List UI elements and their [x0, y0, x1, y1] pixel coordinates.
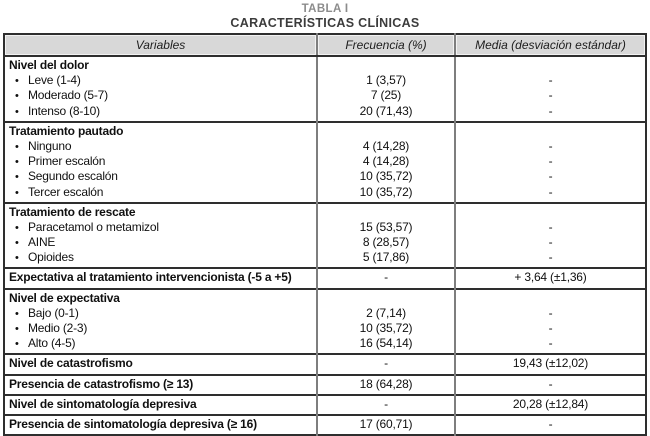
item-line	[9, 154, 314, 169]
frequency-cell	[317, 395, 455, 415]
media-value: 19,43 (±12,02)	[512, 356, 589, 371]
item-line	[9, 88, 314, 103]
media-cell	[455, 395, 646, 415]
table-row-single	[4, 354, 646, 374]
item-label: AINE	[28, 235, 56, 250]
row-label: Presencia de catastrofismo (≥ 13)	[9, 376, 194, 391]
variable-cell	[4, 56, 317, 122]
item-label: Paracetamol o metamizol	[28, 219, 159, 234]
frequency-cell	[317, 56, 455, 122]
table-row-single	[4, 268, 646, 288]
media-value: -	[548, 376, 553, 391]
frequency-cell	[317, 122, 455, 203]
media-value: -	[548, 416, 553, 431]
item-label: Bajo (0-1)	[28, 305, 79, 320]
row-label: Expectativa al tratamiento intervencionista (-5 a +5)	[9, 270, 292, 285]
table-row-single	[4, 375, 646, 395]
item-label: Alto (4-5)	[28, 336, 76, 351]
media-value: -	[548, 169, 553, 184]
item-line	[9, 169, 314, 184]
bullet-icon: •	[15, 105, 19, 118]
media-cell	[455, 203, 646, 269]
item-line	[9, 321, 314, 336]
bullet-icon: •	[15, 90, 19, 103]
variable-cell	[4, 122, 317, 203]
variable-cell	[4, 415, 317, 435]
variable-cell	[4, 354, 317, 374]
frequency-value: -	[384, 270, 388, 285]
table-row-section	[4, 56, 646, 122]
media-value: -	[548, 235, 553, 250]
bullet-icon: •	[15, 186, 19, 199]
frequency-cell	[317, 375, 455, 395]
media-cell	[455, 354, 646, 374]
spacer-line	[458, 291, 643, 306]
bullet-icon: •	[15, 237, 19, 250]
bullet-icon: •	[15, 307, 19, 320]
media-value: -	[548, 250, 553, 265]
section-label: Tratamiento de rescate	[9, 204, 136, 219]
column-header-media: Media (desviación estándar)	[455, 34, 646, 56]
bullet-icon: •	[15, 140, 19, 153]
variable-cell	[4, 375, 317, 395]
variable-cell	[4, 203, 317, 269]
table-header-row	[4, 34, 646, 56]
item-label: Primer escalón	[28, 154, 106, 169]
frequency-value: -	[384, 396, 388, 411]
table-row-single	[4, 395, 646, 415]
spacer-line	[320, 291, 452, 306]
media-cell	[455, 56, 646, 122]
frequency-value: 1 (3,57)	[366, 73, 406, 88]
frequency-value: 10 (35,72)	[359, 169, 413, 184]
frequency-cell	[317, 203, 455, 269]
clinical-characteristics-table	[3, 33, 647, 436]
media-value: -	[548, 219, 553, 234]
row-label: Presencia de sintomatología depresiva (≥ 16)	[9, 416, 257, 431]
frequency-value: 10 (35,72)	[359, 184, 413, 199]
media-value: 20,28 (±12,84)	[512, 396, 589, 411]
variable-cell	[4, 289, 317, 355]
frequency-value: -	[384, 356, 388, 371]
media-value: -	[548, 184, 553, 199]
media-value: + 3,64 (±1,36)	[514, 270, 587, 285]
media-value: -	[548, 138, 553, 153]
media-cell	[455, 122, 646, 203]
section-label: Tratamiento pautado	[9, 123, 124, 138]
bullet-icon: •	[15, 323, 19, 335]
frequency-value: 8 (28,57)	[362, 235, 410, 250]
item-line	[9, 104, 314, 119]
frequency-value: 4 (14,28)	[362, 154, 410, 169]
bullet-icon: •	[15, 252, 19, 265]
table-number-title: TABLA I	[301, 3, 349, 15]
column-header-frecuencia: Frecuencia (%)	[317, 34, 455, 56]
frequency-value: 18 (64,28)	[359, 376, 413, 391]
spacer-line	[320, 58, 452, 73]
item-line	[9, 336, 314, 351]
frequency-value: 4 (14,28)	[362, 138, 410, 153]
frequency-cell	[317, 354, 455, 374]
media-value: -	[548, 88, 553, 103]
spacer-line	[458, 124, 643, 139]
item-line	[9, 220, 314, 235]
table-row-section	[4, 203, 646, 269]
media-value: -	[548, 321, 553, 335]
section-label: Nivel de expectativa	[9, 290, 120, 305]
item-label: Segundo escalón	[28, 169, 118, 184]
table-caption-title: CARACTERÍSTICAS CLÍNICAS	[230, 16, 420, 30]
table-row-section	[4, 122, 646, 203]
media-cell	[455, 375, 646, 395]
item-line	[9, 73, 314, 88]
bullet-icon: •	[15, 221, 19, 234]
frequency-value: 2 (7,14)	[366, 305, 406, 320]
item-label: Ninguno	[28, 138, 72, 153]
frequency-cell	[317, 415, 455, 435]
item-label: Medio (2-3)	[28, 321, 88, 335]
media-cell	[455, 415, 646, 435]
item-line	[9, 235, 314, 250]
bullet-icon: •	[15, 156, 19, 169]
table-title-block	[0, 3, 650, 30]
media-value: -	[548, 73, 553, 88]
spacer-line	[458, 205, 643, 220]
column-header-variables: Variables	[4, 34, 317, 56]
variable-cell	[4, 268, 317, 288]
item-label: Opioides	[28, 250, 74, 265]
item-label: Leve (1-4)	[28, 73, 81, 88]
media-value: -	[548, 305, 553, 320]
bullet-icon: •	[15, 171, 19, 184]
row-label: Nivel de catastrofismo	[9, 356, 133, 371]
spacer-line	[320, 124, 452, 139]
frequency-value: 10 (35,72)	[359, 321, 413, 335]
spacer-line	[458, 58, 643, 73]
table-row-single	[4, 415, 646, 435]
frequency-cell	[317, 289, 455, 355]
spacer-line	[320, 205, 452, 220]
media-value: -	[548, 336, 553, 351]
table-row-section	[4, 289, 646, 355]
variable-cell	[4, 395, 317, 415]
frequency-value: 17 (60,71)	[359, 416, 413, 431]
frequency-cell	[317, 268, 455, 288]
item-label: Moderado (5-7)	[28, 88, 108, 103]
frequency-value: 5 (17,86)	[362, 250, 410, 265]
item-label: Tercer escalón	[28, 184, 104, 199]
media-cell	[455, 289, 646, 355]
bullet-icon: •	[15, 75, 19, 88]
table-body	[4, 56, 646, 435]
bullet-icon: •	[15, 338, 19, 351]
frequency-value: 7 (25)	[370, 88, 402, 103]
item-line	[9, 185, 314, 200]
section-label: Nivel del dolor	[9, 58, 89, 72]
item-line	[9, 306, 314, 321]
frequency-value: 15 (53,57)	[359, 219, 413, 234]
media-cell	[455, 268, 646, 288]
frequency-value: 16 (54,14)	[359, 336, 413, 351]
item-line	[9, 139, 314, 154]
frequency-value: 20 (71,43)	[359, 103, 413, 118]
item-label: Intenso (8-10)	[28, 103, 100, 118]
media-value: -	[548, 154, 553, 169]
item-line	[9, 250, 314, 265]
row-label: Nivel de sintomatología depresiva	[9, 396, 197, 411]
media-value: -	[548, 103, 553, 118]
